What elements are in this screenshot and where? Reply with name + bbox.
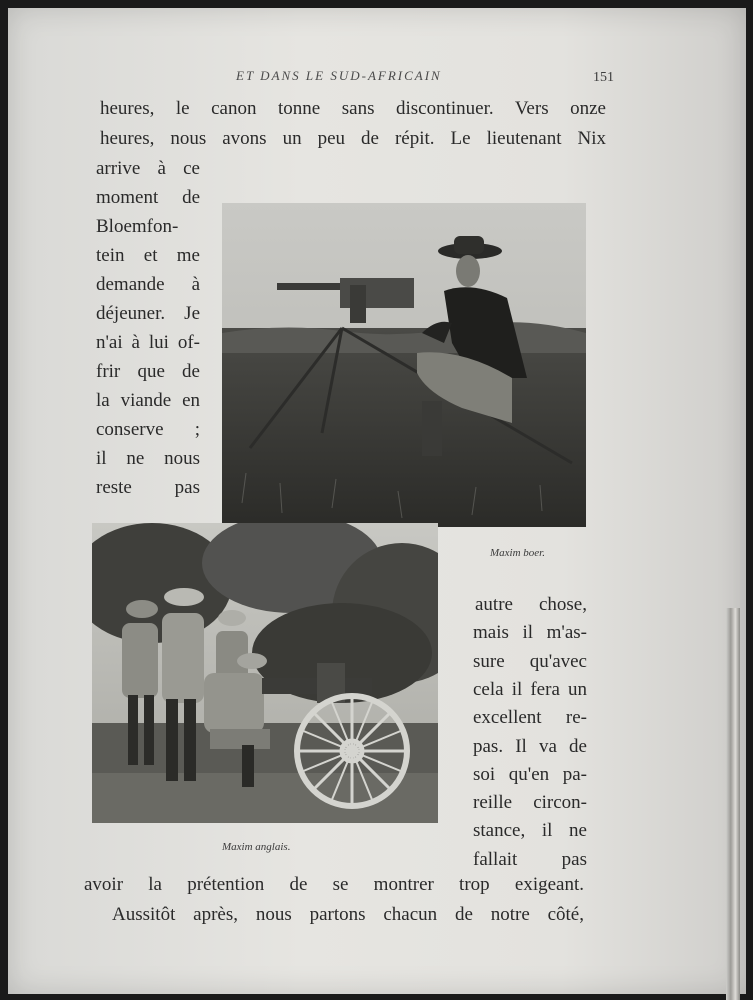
text-line: [96, 187, 200, 209]
text-line: [96, 332, 200, 354]
text-word: frir: [96, 361, 121, 382]
text-word: en: [182, 390, 200, 411]
text-line: avoir la prétention de se montrer trop exigeant.: [84, 874, 584, 895]
text-word: n'ai: [96, 332, 123, 353]
text-line: Bloemfon-: [96, 216, 179, 237]
text-word: pa-: [562, 763, 587, 785]
text-word: circon-: [533, 792, 587, 814]
text-word: Je: [184, 303, 200, 324]
text-word: ne: [569, 820, 587, 842]
text-word: qu'en: [508, 763, 550, 785]
text-line: [96, 419, 200, 441]
text-line: [96, 390, 200, 412]
text-word: la: [96, 390, 110, 411]
text-word: mais: [473, 622, 509, 644]
text-word: de: [569, 735, 587, 757]
text-word: il: [522, 622, 534, 644]
text-word: stance,: [473, 820, 526, 842]
text-word: il: [511, 678, 523, 700]
text-word: pas: [561, 848, 587, 870]
text-word: re-: [565, 707, 587, 729]
text-word: il: [541, 820, 553, 842]
text-line: [473, 622, 587, 644]
text-word: pas.: [473, 735, 504, 757]
caption-maxim-boer: Maxim boer.: [490, 547, 545, 559]
text-word: à: [131, 332, 140, 353]
text-word: cela: [473, 678, 504, 700]
text-word: soi: [473, 763, 496, 785]
text-word: me: [176, 245, 200, 266]
text-line: [473, 736, 587, 758]
text-word: moment: [96, 187, 159, 208]
text-line: [473, 679, 587, 701]
text-line: heures, le canon tonne sans discontinuer. Vers onze: [100, 98, 606, 119]
text-word: Il: [515, 735, 527, 757]
text-line: [96, 303, 200, 325]
text-word: fallait: [473, 848, 518, 870]
page-number: 151: [593, 70, 614, 85]
text-word: ;: [194, 419, 200, 440]
text-line: [473, 820, 587, 842]
text-word: of-: [177, 332, 200, 353]
text-word: reste: [96, 477, 132, 498]
text-word: un: [568, 678, 587, 700]
text-word: m'as-: [546, 622, 587, 644]
text-word: à: [157, 158, 166, 179]
text-word: de: [182, 187, 200, 208]
caption-maxim-anglais: Maxim anglais.: [222, 841, 291, 853]
text-word: pas: [174, 477, 200, 498]
text-word: déjeuner.: [96, 303, 166, 324]
text-line: [96, 361, 200, 383]
text-word: il: [96, 448, 107, 469]
text-word: nous: [164, 448, 200, 469]
text-line: [473, 849, 587, 871]
text-word: viande: [120, 390, 172, 411]
text-word: conserve: [96, 419, 164, 440]
text-word: et: [143, 245, 158, 266]
text-line: [96, 245, 200, 267]
text-word: ne: [126, 448, 145, 469]
photo-maxim-boer-image: [222, 203, 586, 527]
text-word: sure: [473, 650, 505, 672]
page-edge: [726, 608, 740, 1000]
text-word: ce: [183, 158, 200, 179]
text-word: chose,: [538, 594, 587, 615]
text-line: Aussitôt après, nous partons chacun de notre côté,: [112, 904, 584, 925]
book-page: [8, 8, 746, 994]
text-word: qu'avec: [529, 650, 587, 672]
text-word: va: [538, 735, 557, 757]
text-word: lui: [148, 332, 169, 353]
text-line: [96, 158, 200, 180]
text-word: fera: [530, 678, 560, 700]
text-word: demande: [96, 274, 165, 295]
photo-maxim-boer: [222, 203, 586, 527]
text-word: arrive: [96, 158, 141, 179]
photo-maxim-anglais-image: [92, 523, 438, 823]
text-word: autre: [475, 594, 513, 615]
text-word: reille: [473, 792, 513, 814]
text-line: [475, 594, 587, 616]
text-word: de: [182, 361, 200, 382]
text-line: [473, 651, 587, 673]
text-word: excellent: [473, 707, 542, 729]
running-head: ET DANS LE SUD-AFRICAIN: [236, 68, 442, 83]
text-word: à: [191, 274, 200, 295]
text-line: [473, 792, 587, 814]
text-line: [96, 477, 200, 499]
text-word: tein: [96, 245, 125, 266]
text-line: heures, nous avons un peu de répit. Le lieutenant Nix: [100, 128, 606, 149]
text-line: [96, 448, 200, 470]
text-line: [473, 764, 587, 786]
photo-maxim-anglais: [92, 523, 438, 823]
text-line: [473, 707, 587, 729]
text-line: [96, 274, 200, 296]
text-word: que: [137, 361, 165, 382]
